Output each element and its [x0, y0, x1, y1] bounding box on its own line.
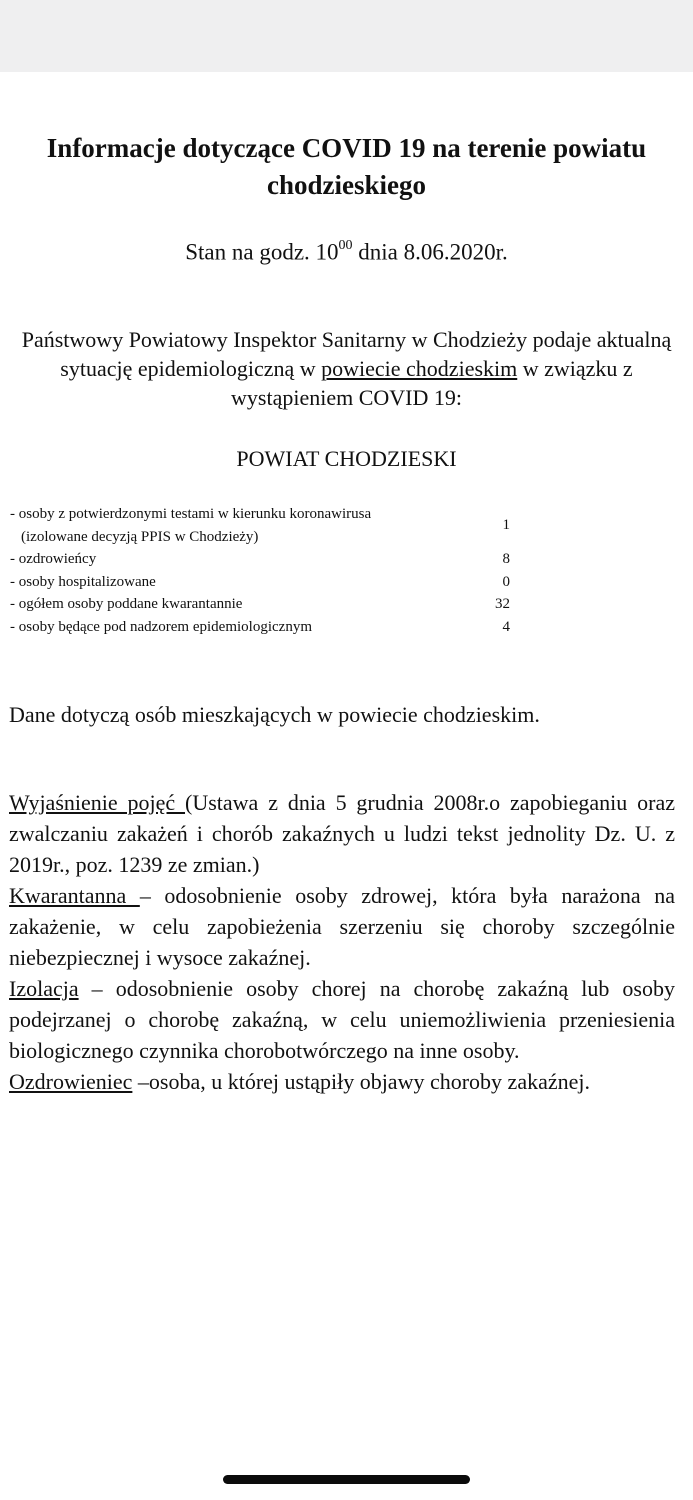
stat-value: 8 — [502, 551, 510, 567]
stat-value: 1 — [502, 517, 510, 533]
residents-note: Dane dotyczą osób mieszkających w powiecie chodzieskim. — [9, 702, 540, 727]
definition-text: – odosobnienie osoby chorej na chorobę zakaźną lub osoby podejrzanej o chorobę zakaźną, w celu uniemożliwienia przeniesienia biologicznego czynnika chorobotwórczego na inne osoby. — [9, 976, 675, 1063]
intro-text-after: w związku z wystąpieniem COVID 19: — [231, 356, 633, 410]
stat-row-quarantine — [10, 593, 530, 616]
stat-label-continuation: (izolowane decyzją PPIS w Chodzieży) — [21, 528, 259, 545]
status-superscript: 00 — [338, 238, 353, 253]
definitions-section — [9, 787, 675, 1097]
definition-quarantine — [9, 880, 675, 973]
definition-isolation — [9, 973, 675, 1066]
definition-text: –osoba, u której ustąpiły objawy choroby zakaźnej. — [132, 1069, 590, 1094]
browser-top-bar — [0, 0, 693, 72]
stat-label: - osoby będące pod nadzorem epidemiologicznym — [10, 618, 312, 635]
stat-label: - osoby z potwierdzonymi testami w kierunku koronawirusa — [10, 506, 372, 522]
definitions-intro — [9, 787, 675, 880]
stat-row-recovered — [10, 548, 530, 571]
stat-value: 0 — [502, 573, 510, 590]
section-heading: POWIAT CHODZIESKI — [236, 446, 457, 471]
stat-row-confirmed — [10, 503, 530, 548]
stat-value: 4 — [502, 618, 510, 635]
definition-term: Ozdrowieniec — [9, 1069, 133, 1094]
stat-label: - ozdrowieńcy — [10, 551, 97, 567]
definitions-heading: Wyjaśnienie pojęć — [9, 790, 186, 815]
stat-row-hospitalized — [10, 571, 530, 594]
stat-label: - osoby hospitalizowane — [10, 573, 156, 590]
status-prefix: Stan na godz. 10 — [185, 239, 339, 265]
definition-convalescent — [9, 1066, 675, 1097]
intro-text-before: Państwowy Powiatowy Inspektor Sanitarny w Chodzieży podaje aktualną sytuację epidemiologiczną w — [21, 327, 672, 381]
home-indicator[interactable] — [223, 1475, 470, 1484]
stat-row-supervision — [10, 616, 530, 639]
definition-term: Kwarantanna — [9, 883, 140, 908]
status-date — [0, 233, 693, 268]
statistics-list — [10, 503, 530, 638]
stat-value: 32 — [495, 596, 510, 612]
definitions-source: (Ustawa z dnia 5 grudnia 2008r.o zapobieganiu oraz zwalczaniu zakażeń i chorób zakaźnych u ludzi tekst jednolity Dz. U. z 2019r., poz. 1239 ze zmian.) — [9, 790, 675, 877]
status-suffix: dnia 8.06.2020r. — [352, 239, 508, 265]
definition-text: – odosobnienie osoby zdrowej, która była narażona na zakażenie, w celu zapobieżenia szerzeniu się choroby szczególnie niebezpiecznej i wysoce zakaźnej. — [9, 883, 675, 970]
page-title: Informacje dotyczące COVID 19 na terenie powiatu chodzieskiego — [46, 133, 647, 200]
definition-term: Izolacja — [9, 976, 79, 1001]
intro-underlined-link[interactable]: powiecie chodzieskim — [321, 356, 518, 381]
stat-label: - ogółem osoby poddane kwarantannie — [10, 596, 243, 612]
intro-paragraph — [0, 325, 693, 412]
